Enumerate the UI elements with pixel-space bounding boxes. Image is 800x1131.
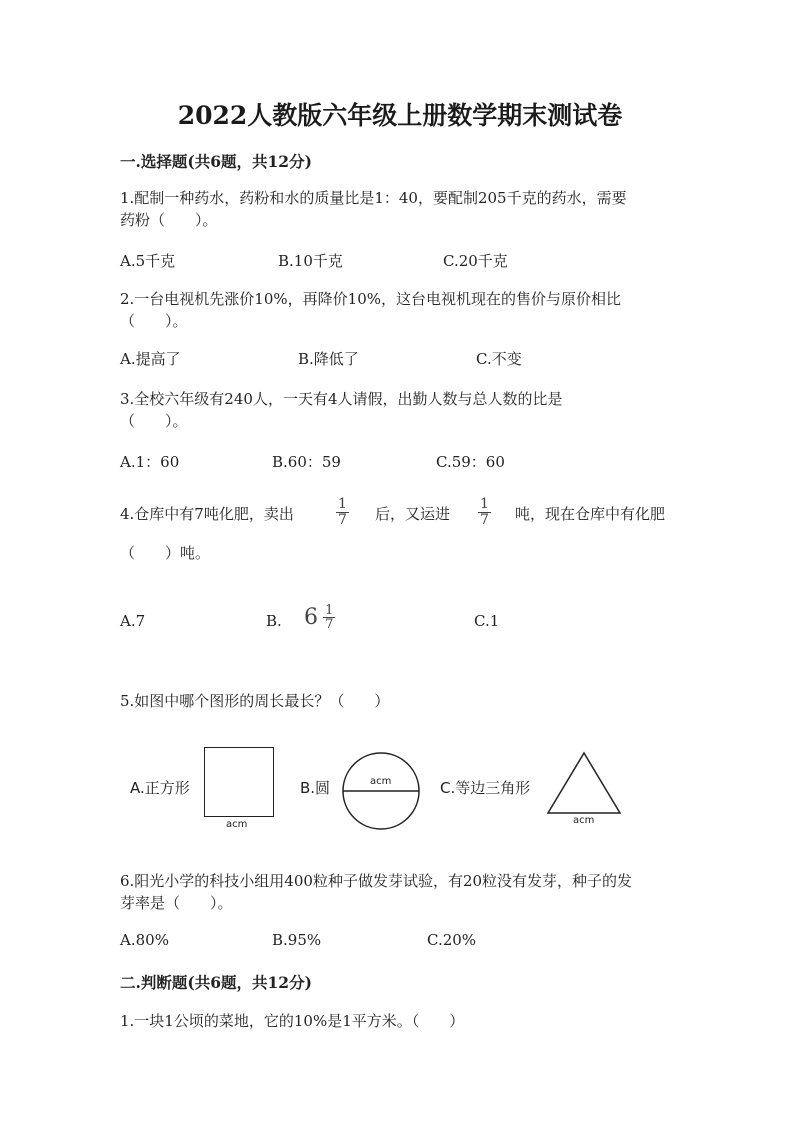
question-2-line1: 2.一台电视机先涨价10%，再降价10%，这台电视机现在的售价与原价相比 bbox=[120, 290, 621, 308]
question-4-line2: （ ）吨。 bbox=[120, 544, 211, 562]
fraction-denominator: 7 bbox=[338, 512, 347, 528]
question-4-fraction-1 bbox=[336, 497, 349, 528]
question-4-option-c: C.1 bbox=[474, 612, 500, 630]
judgment-1-text: 1.一块1公顷的菜地，它的10%是1平方米。（ ） bbox=[120, 1012, 465, 1030]
section-heading-choice: 一.选择题(共6题，共12分) bbox=[120, 152, 312, 171]
question-5-label-b: B.圆 bbox=[300, 779, 331, 797]
question-1-option-b: B.10千克 bbox=[278, 252, 343, 270]
question-4-text-part2: 后，又运进 bbox=[375, 505, 451, 523]
question-1-option-c: C.20千克 bbox=[443, 252, 508, 270]
fraction-numerator: 1 bbox=[338, 496, 347, 512]
question-4-option-b: B. bbox=[266, 612, 282, 630]
question-4-text-part1: 4.仓库中有7吨化肥，卖出 bbox=[120, 505, 294, 523]
question-1-line1: 1.配制一种药水，药粉和水的质量比是1：40，要配制205千克的药水，需要 bbox=[120, 189, 627, 207]
question-2-option-c: C.不变 bbox=[476, 350, 522, 368]
question-3-option-b: B.60：59 bbox=[272, 453, 341, 471]
question-3-line2: （ ）。 bbox=[120, 412, 188, 430]
question-4-option-a: A.7 bbox=[120, 612, 146, 630]
square-dimension-label: acm bbox=[226, 819, 248, 830]
fraction-numerator: 1 bbox=[325, 603, 334, 618]
triangle-outline bbox=[548, 753, 620, 813]
question-6-line1: 6.阳光小学的科技小组用400粒种子做发芽试验，有20粒没有发芽，种子的发 bbox=[120, 872, 633, 890]
question-3-option-a: A.1：60 bbox=[120, 453, 180, 471]
fraction-denominator: 7 bbox=[480, 512, 489, 528]
mixed-whole: 6 bbox=[304, 605, 318, 630]
question-3-option-c: C.59：60 bbox=[436, 453, 505, 471]
question-5-label-a: A.正方形 bbox=[130, 779, 190, 797]
question-2-option-b: B.降低了 bbox=[298, 350, 359, 368]
square-shape bbox=[204, 747, 274, 817]
fraction-denominator: 7 bbox=[325, 617, 334, 632]
question-6-option-b: B.95% bbox=[272, 931, 322, 949]
section-heading-judgment: 二.判断题(共6题，共12分) bbox=[120, 973, 312, 992]
triangle-dimension-label: acm bbox=[573, 815, 595, 826]
question-1-line2: 药粉（ ）。 bbox=[120, 211, 218, 229]
mixed-fraction bbox=[323, 604, 335, 631]
triangle-shape bbox=[546, 751, 622, 815]
question-2-line2: （ ）。 bbox=[120, 312, 188, 330]
circle-dimension-label: acm bbox=[370, 776, 392, 787]
question-4-fraction-2 bbox=[478, 497, 491, 528]
question-1-option-a: A.5千克 bbox=[120, 252, 176, 270]
page-title: 2022人教版六年级上册数学期末测试卷 bbox=[177, 101, 623, 130]
question-6-option-a: A.80% bbox=[120, 931, 169, 949]
question-4-option-b-mixed-number bbox=[304, 604, 335, 631]
question-4-text-part3: 吨，现在仓库中有化肥 bbox=[515, 505, 666, 523]
question-3-line1: 3.全校六年级有240人，一天有4人请假，出勤人数与总人数的比是 bbox=[120, 390, 563, 408]
fraction-numerator: 1 bbox=[480, 496, 489, 512]
question-5-label-c: C.等边三角形 bbox=[440, 779, 531, 797]
question-6-line2: 芽率是（ ）。 bbox=[120, 894, 233, 912]
question-2-option-a: A.提高了 bbox=[120, 350, 181, 368]
circle-shape bbox=[340, 750, 422, 832]
question-5-text: 5.如图中哪个图形的周长最长？（ ） bbox=[120, 692, 390, 710]
question-6-option-c: C.20% bbox=[427, 931, 477, 949]
